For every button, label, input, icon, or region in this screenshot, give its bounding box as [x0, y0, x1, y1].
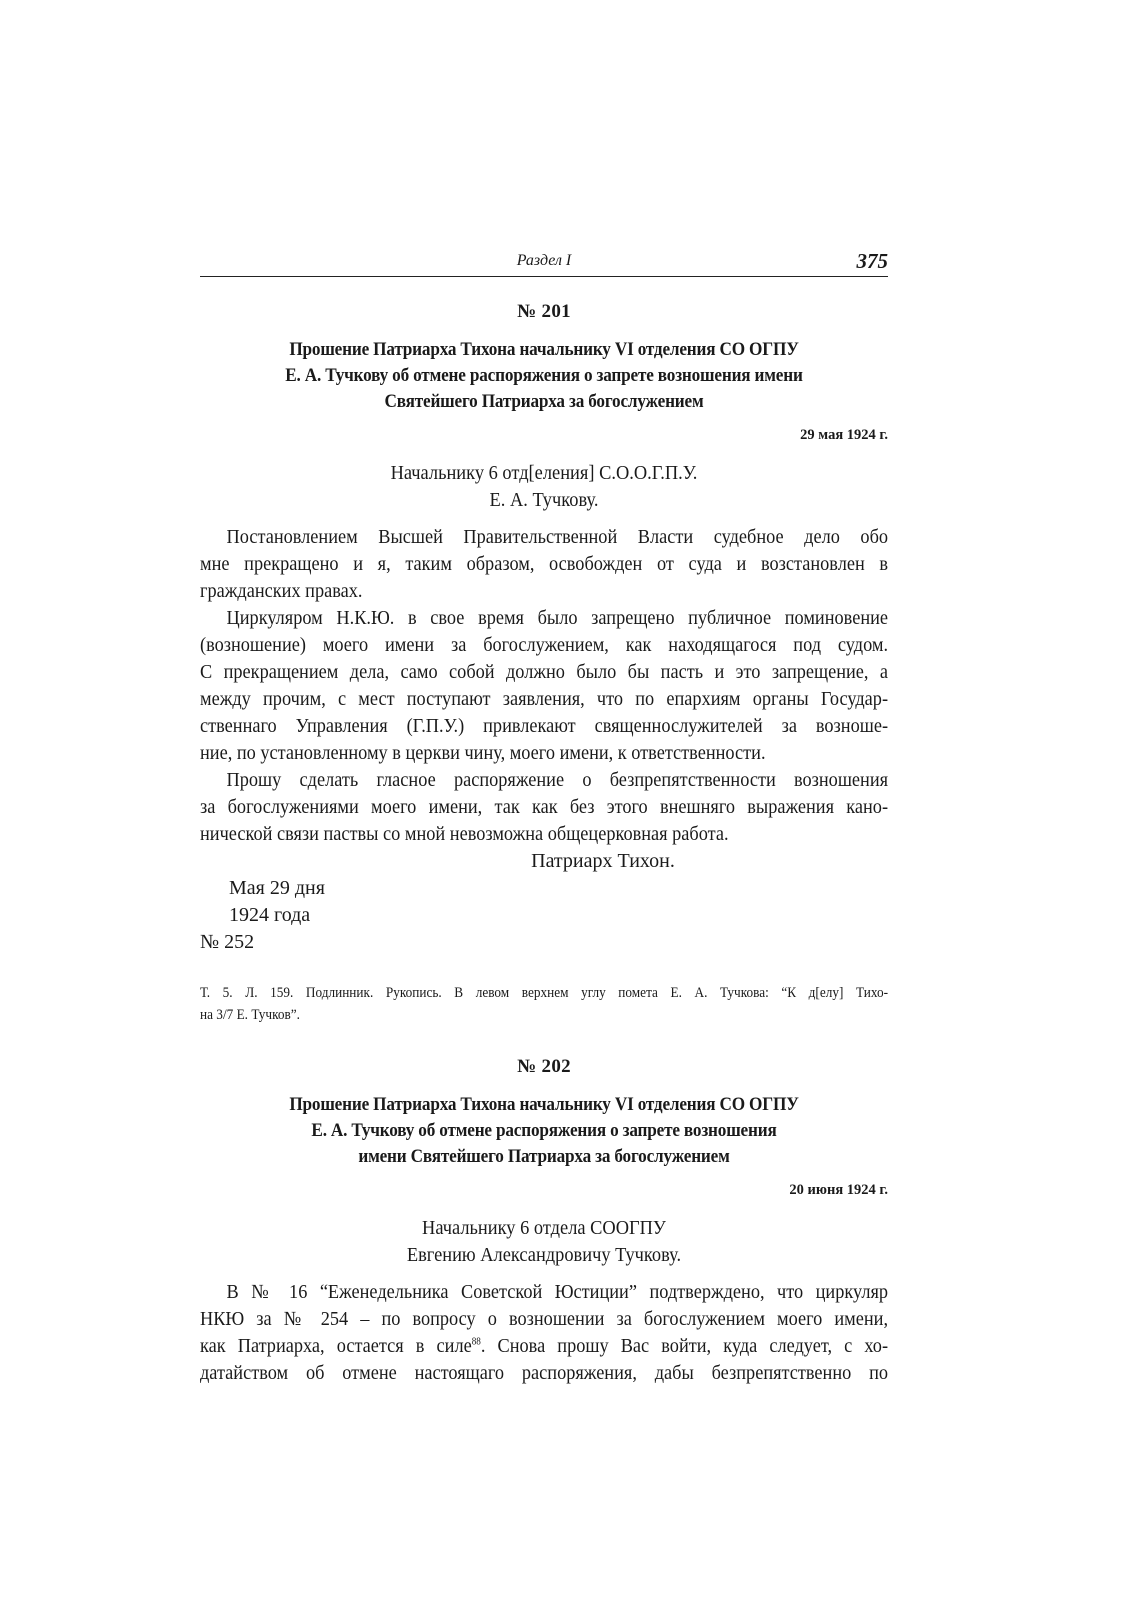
body-line: гражданских правах.: [200, 580, 363, 602]
addressee-line: Е. А. Тучкову.: [489, 489, 599, 511]
title-line: Прошение Патриарха Тихона начальнику VI отделения СО ОГПУ: [289, 1095, 799, 1115]
document-date: 20 июня 1924 г.: [789, 1182, 888, 1198]
addressee: [228, 1215, 861, 1269]
body-line: В № 16 “Еженедельника Советской Юстиции” подтверждено, что циркуляр: [226, 1281, 889, 1303]
running-header: [200, 246, 888, 277]
addressee-line: Начальнику 6 отдела СООГПУ: [422, 1217, 666, 1239]
section-title: Раздел I: [516, 252, 572, 269]
title-line: Святейшего Патриарха за богослужением: [384, 392, 704, 412]
body-line: С прекращением дела, само собой должно было бы пасть и это запрещение, а: [200, 661, 889, 683]
document-201: [200, 301, 888, 1026]
title-line: Е. А. Тучкову об отмене распоряжения о запрете возношения: [311, 1121, 777, 1141]
page-number: 375: [856, 249, 888, 273]
dateline-number: № 252: [200, 931, 255, 953]
body-text-fragment: как Патриарха, остается в силе: [200, 1335, 472, 1357]
body-text-fragment: . Снова прошу Вас войти, куда следует, с хо-: [480, 1335, 889, 1357]
body-line: между прочим, с мест поступают заявления, что по епархиям органы Государ-: [200, 688, 889, 710]
title-line: Е. А. Тучкову об отмене распоряжения о запрете возношения имени: [285, 366, 803, 386]
document-body: [200, 524, 888, 848]
title-line: Прошение Патриарха Тихона начальнику VI отделения СО ОГПУ: [289, 340, 799, 360]
document-number: № 202: [517, 1056, 571, 1077]
body-line: Циркуляром Н.К.Ю. в свое время было запрещено публичное поминовение: [226, 607, 889, 629]
body-line: НКЮ за № 254 – по вопросу о возношении за богослужением моего имени,: [200, 1308, 889, 1330]
document-body: [200, 1279, 888, 1387]
document-page: [200, 246, 888, 1387]
body-line: (возношение) моего имени за богослужением, как находящагося под судом.: [200, 634, 889, 656]
addressee-line: Евгению Александровичу Тучкову.: [406, 1244, 682, 1266]
document-202: [200, 1056, 888, 1387]
source-note-line: на 3/7 Е. Тучков”.: [200, 1007, 300, 1023]
body-line: за богослужениями моего имени, так как без этого внешняго выражения кано-: [200, 796, 889, 818]
signature: Патриарх Тихон.: [531, 850, 675, 872]
document-title: [224, 337, 864, 415]
addressee-line: Начальнику 6 отд[еления] С.О.О.Г.П.У.: [390, 462, 698, 484]
addressee: [228, 460, 861, 514]
document-date: 29 мая 1924 г.: [800, 427, 888, 443]
document-title: [224, 1092, 864, 1170]
dateline-day: Мая 29 дня: [229, 877, 325, 899]
body-line: датайством об отмене настоящаго распоряжения, дабы безпрепятственно по: [200, 1362, 889, 1384]
body-line: Прошу сделать гласное распоряжение о безпрепятственности возношения: [226, 769, 889, 791]
body-line: [200, 1333, 888, 1360]
title-line: имени Святейшего Патриарха за богослужением: [358, 1147, 730, 1167]
source-note: [200, 982, 888, 1026]
dateline-year: 1924 года: [229, 904, 311, 926]
body-line: нической связи паствы со мной невозможна общецерковная работа.: [200, 823, 729, 845]
body-line: Постановлением Высшей Правительственной Власти судебное дело обо: [226, 526, 889, 548]
footnote-reference[interactable]: 88: [471, 1336, 481, 1348]
body-line: ственнаго Управления (Г.П.У.) привлекают священнослужителей за возноше-: [200, 715, 889, 737]
document-number: № 201: [517, 301, 571, 322]
source-note-line: Т. 5. Л. 159. Подлинник. Рукопись. В левом верхнем углу помета Е. А. Тучкова: “К д[елу] Тихо-: [200, 985, 889, 1001]
body-line: ние, по установленному в церкви чину, моего имени, к ответственности.: [200, 742, 766, 764]
body-line: мне прекращено и я, таким образом, освобожден от суда и возстановлен в: [200, 553, 889, 575]
dateline: [200, 875, 888, 956]
